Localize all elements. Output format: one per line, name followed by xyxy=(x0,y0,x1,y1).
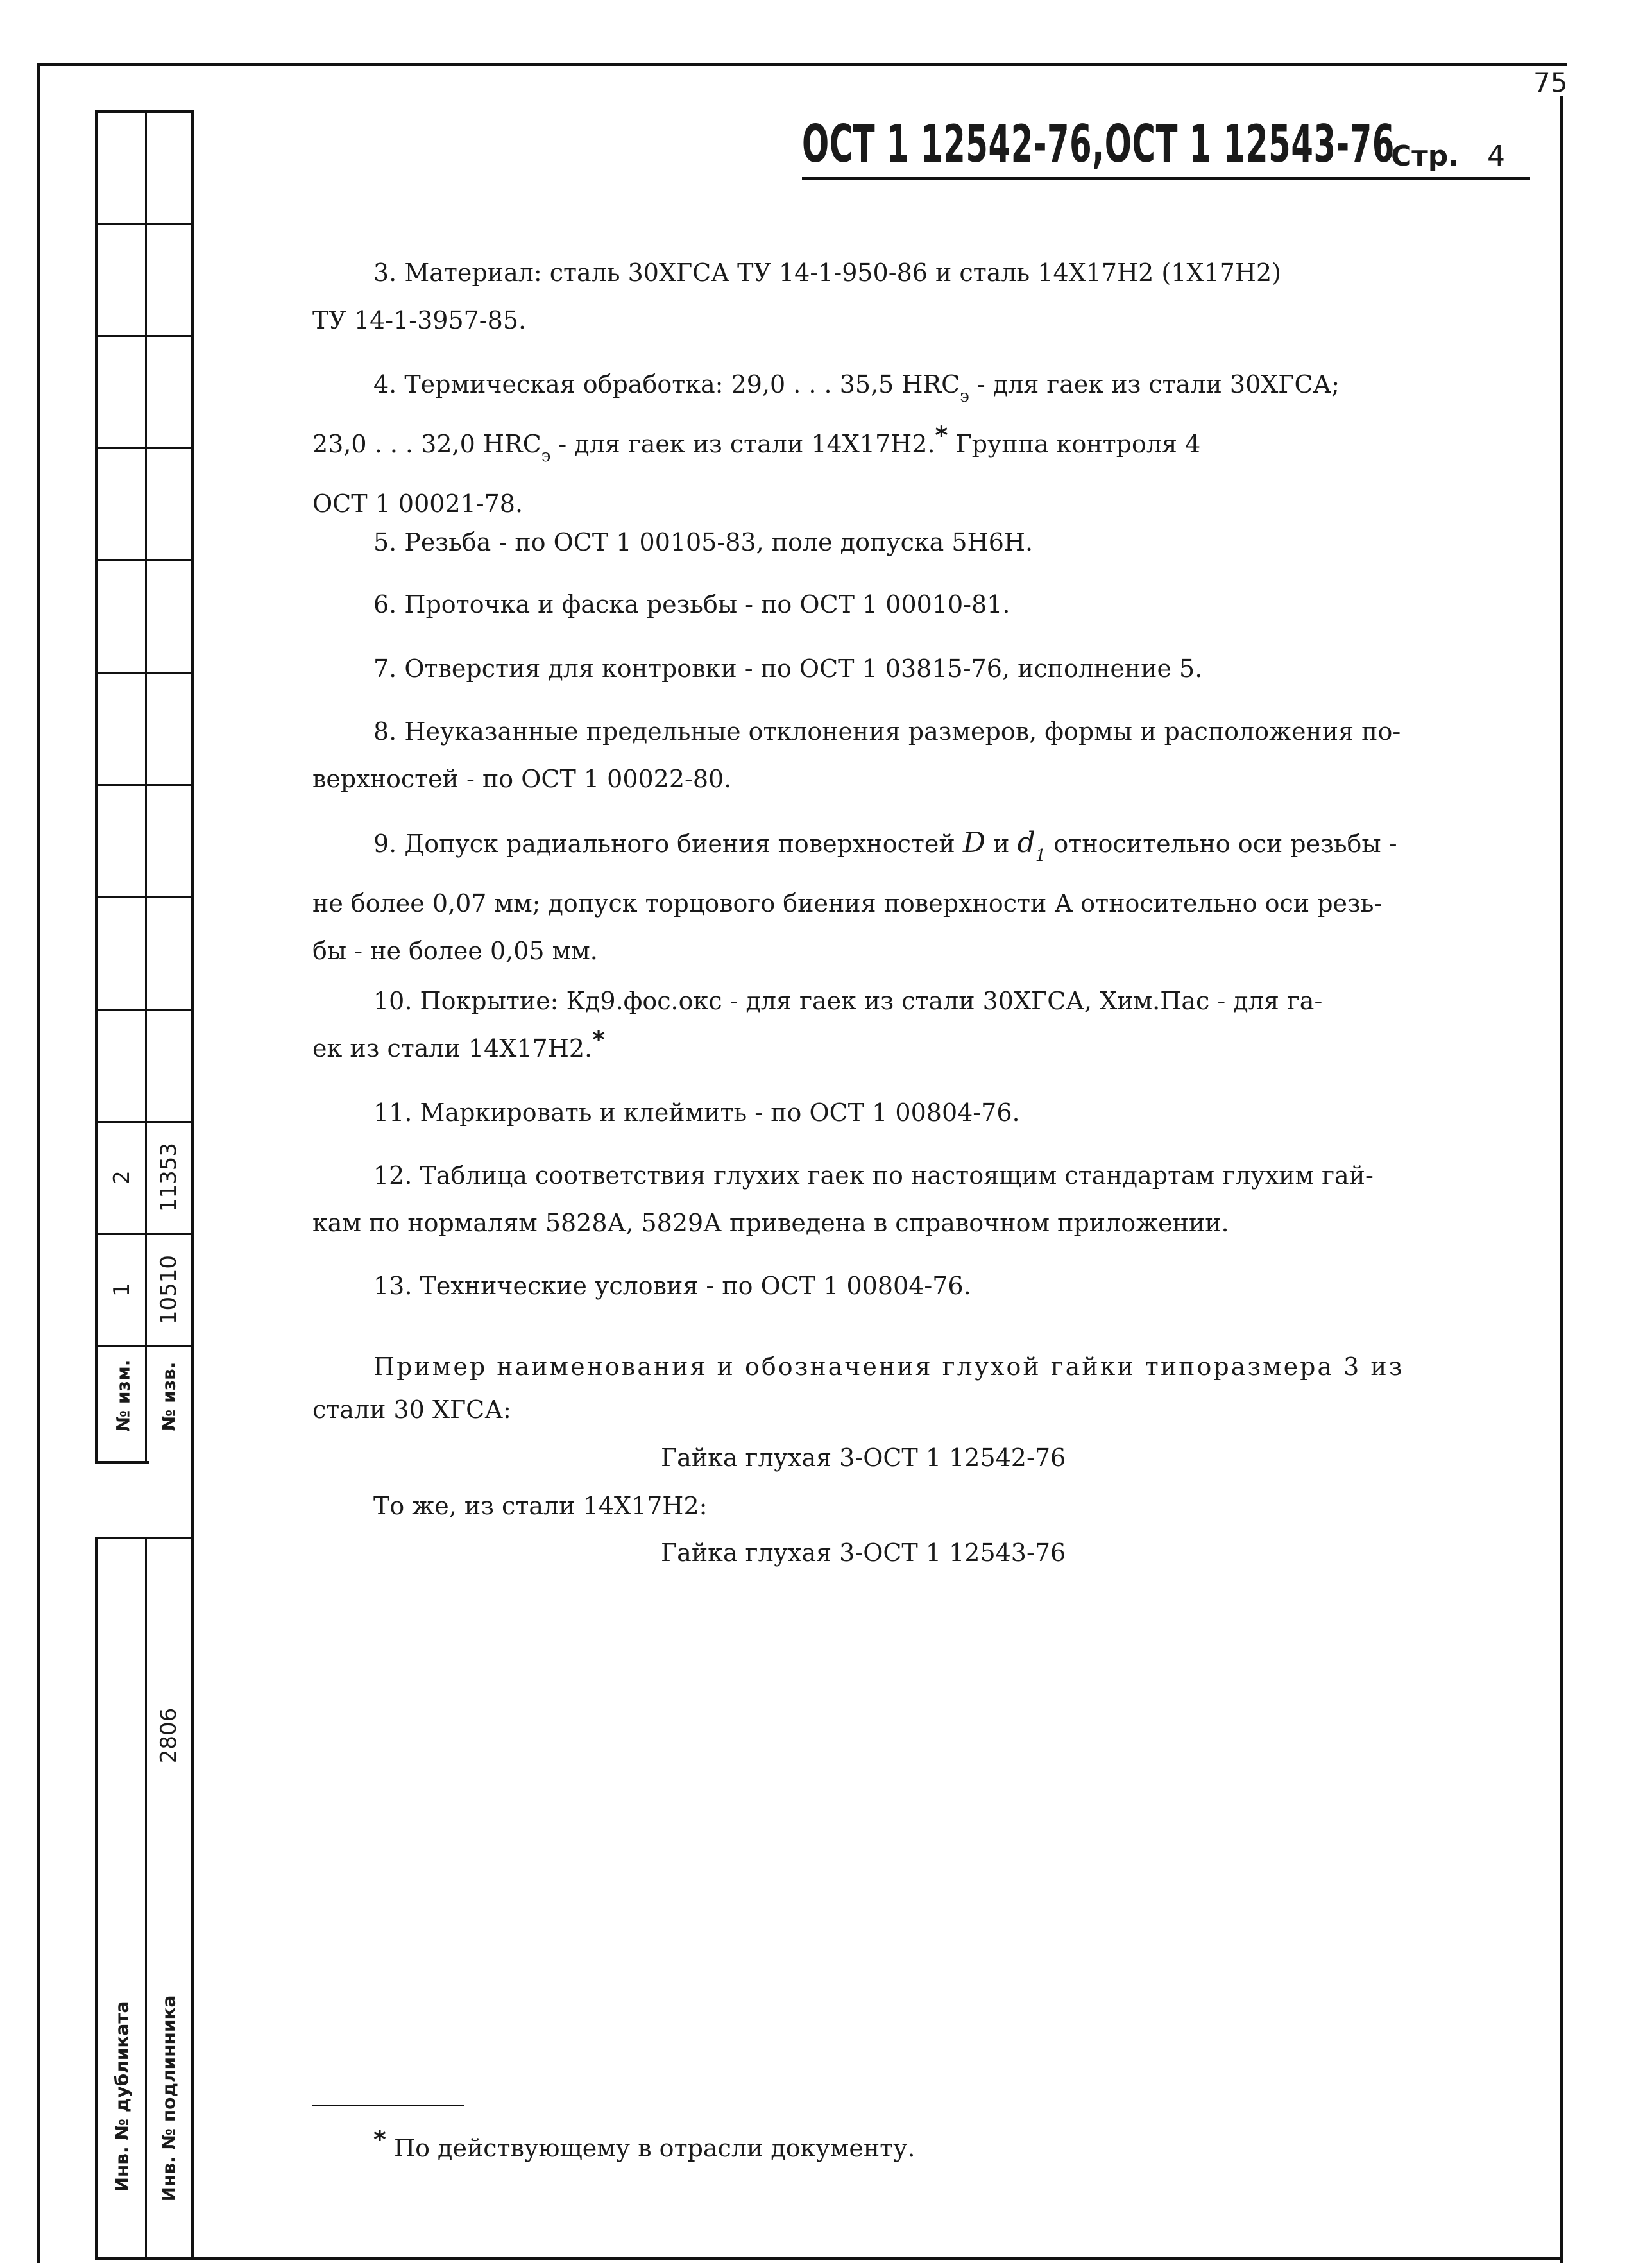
side-top xyxy=(95,110,192,113)
side-row-line xyxy=(95,784,192,786)
item-8-line-2: верхностей - по ОСТ 1 00022-80. xyxy=(312,765,732,793)
item-7-line-1: 7. Отверстия для контровки - по ОСТ 1 03815-76, исполнение 5. xyxy=(373,654,1203,683)
item-13 xyxy=(312,1262,1519,1310)
side-row-line xyxy=(95,1121,192,1123)
item-7 xyxy=(312,645,1519,692)
item-9-line-2: не более 0,07 мм; допуск торцового биения поверхности А относительно оси резь- xyxy=(312,889,1383,918)
side-row-line xyxy=(95,1009,192,1011)
page-number: 75 xyxy=(1533,67,1568,98)
document-header xyxy=(802,114,1652,174)
item-9 xyxy=(312,819,1519,975)
footnote-rule xyxy=(312,2105,464,2106)
item-9-line-1: 9. Допуск радиального биения поверхностей D и $d_1$ относительно оси резьбы - xyxy=(373,826,1397,866)
inventory-number: 2806 xyxy=(156,1707,182,1764)
designation-1: Гайка глухая 3-ОСТ 1 12542-76 xyxy=(661,1444,1066,1472)
frame-bottom xyxy=(95,2257,1563,2260)
side-row-line xyxy=(95,335,192,337)
item-10 xyxy=(312,977,1519,1072)
doc-number-1: 10510 xyxy=(156,1254,182,1325)
inv-original-label: Инв. № подлинника xyxy=(158,1995,180,2202)
footnote: * По действующему в отрасли документу. xyxy=(373,2125,915,2162)
inv-duplicate-label: Инв. № дубликата xyxy=(111,2001,133,2192)
doc-label: № изв. xyxy=(158,1362,180,1431)
side-sep-2 xyxy=(95,1537,192,1539)
example-lead xyxy=(312,1343,1519,1429)
designation-2: Гайка глухая 3-ОСТ 1 12543-76 xyxy=(661,1539,1066,1567)
page-label: Стр. xyxy=(1391,140,1460,173)
rev-number-1: 1 xyxy=(109,1283,135,1297)
item-11 xyxy=(312,1089,1519,1136)
item-5-line-1: 5. Резьба - по ОСТ 1 00105-83, поле допуска 5Н6Н. xyxy=(373,528,1034,556)
frame-top xyxy=(37,63,1567,66)
item-3-line-1: 3. Материал: сталь 30ХГСА ТУ 14-1-950-86 и сталь 14Х17Н2 (1Х17Н2) xyxy=(373,259,1281,287)
item-3 xyxy=(312,249,1519,344)
same-from-steel: То же, из стали 14Х17Н2: xyxy=(373,1492,708,1520)
item-8 xyxy=(312,708,1519,803)
item-4-line-2: 23,0 . . . 32,0 $HRC_э$ - для гаек из стали 14Х17Н2.* Группа контроля 4 xyxy=(312,421,1201,466)
standard-code: ОСТ 1 12542-76,ОСТ 1 12543-76 xyxy=(802,114,1395,174)
item-10-line-2: ек из стали 14Х17Н2.* xyxy=(312,1025,605,1063)
item-10-line-1: 10. Покрытие: Кд9.фос.окс - для гаек из стали 30ХГСА, Хим.Пас - для га- xyxy=(373,987,1323,1015)
side-sep-1 xyxy=(95,1461,149,1464)
side-col-left-lower xyxy=(95,1537,98,2260)
item-4 xyxy=(312,361,1519,527)
doc-number-2: 11353 xyxy=(156,1142,182,1213)
side-row-line xyxy=(95,1233,192,1235)
item-4-line-3: ОСТ 1 00021-78. xyxy=(312,490,524,518)
item-5 xyxy=(312,518,1519,566)
item-9-line-3: бы - не более 0,05 мм. xyxy=(312,937,598,965)
inner-frame-left xyxy=(191,110,194,2260)
item-12-line-2: кам по нормалям 5828А, 5829А приведена в справочном приложении. xyxy=(312,1209,1229,1237)
side-row-line xyxy=(95,559,192,561)
item-6-line-1: 6. Проточка и фаска резьбы - по ОСТ 1 00010-81. xyxy=(373,590,1010,619)
example-lead-line-1: Пример наименования и обозначения глухой гайки типоразмера 3 из xyxy=(373,1353,1404,1381)
sheet-number: 4 xyxy=(1487,140,1505,173)
item-3-line-2: ТУ 14-1-3957-85. xyxy=(312,306,527,334)
side-row-line xyxy=(95,896,192,898)
frame-right xyxy=(1560,96,1563,2263)
item-6 xyxy=(312,581,1519,628)
item-12-line-1: 12. Таблица соответствия глухих гаек по настоящим стандартам глухим гай- xyxy=(373,1161,1374,1190)
rev-number-2: 2 xyxy=(109,1170,135,1184)
item-13-line-1: 13. Технические условия - по ОСТ 1 00804-76. xyxy=(373,1272,971,1300)
item-8-line-1: 8. Неуказанные предельные отклонения размеров, формы и расположения по- xyxy=(373,717,1401,746)
frame-left xyxy=(37,63,40,2263)
header-underline xyxy=(802,177,1530,180)
side-row-line xyxy=(95,1345,192,1347)
side-row-line xyxy=(95,672,192,674)
item-12 xyxy=(312,1152,1519,1247)
side-col-mid-lower xyxy=(145,1537,147,2260)
rev-label: № изм. xyxy=(112,1359,134,1432)
side-row-line xyxy=(95,223,192,225)
item-11-line-1: 11. Маркировать и клеймить - по ОСТ 1 00804-76. xyxy=(373,1098,1020,1127)
example-lead-line-2: стали 30 ХГСА: xyxy=(312,1396,511,1424)
item-4-line-1: 4. Термическая обработка: 29,0 . . . 35,5 $HRC_э$ - для гаек из стали 30ХГСА; xyxy=(373,370,1340,406)
side-row-line xyxy=(95,447,192,449)
